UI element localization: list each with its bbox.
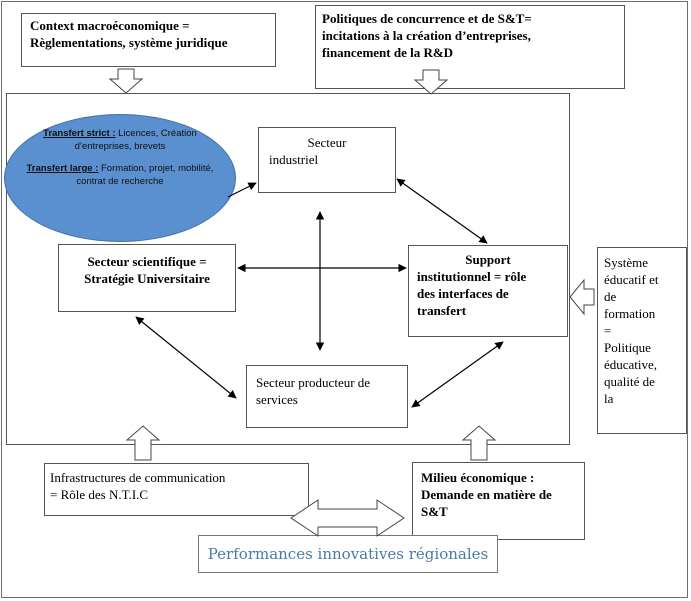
educatif-line-5: = xyxy=(604,323,612,338)
transfert-strict-label: Transfert strict : xyxy=(43,128,116,139)
services-line-2: services xyxy=(256,392,298,407)
milieu-line-3: S&T xyxy=(421,504,448,519)
educatif-line-2: éducatif et xyxy=(604,272,659,287)
support-line-4: transfert xyxy=(417,303,467,318)
industriel-line-1: Secteur xyxy=(307,135,347,150)
politiques-line-2: incitations à la création d’entreprises, xyxy=(322,28,531,43)
scientifique-line-2: Stratégie Universitaire xyxy=(84,271,210,286)
scientifique-line-1: Secteur scientifique = xyxy=(87,254,207,269)
educatif-line-1: Système xyxy=(604,255,649,270)
educatif-line-8: qualité de xyxy=(604,374,655,389)
block-arrow-educatif-left xyxy=(570,280,594,314)
support-line-1: Support xyxy=(465,252,511,267)
performances-label: Performances innovatives régionales xyxy=(207,544,489,563)
block-arrow-milieu-up xyxy=(463,426,495,460)
educatif-line-3: de xyxy=(604,289,617,304)
milieu-line-2: Demande en matière de xyxy=(421,487,552,502)
infra-line-2: = Rôle des N.T.I.C xyxy=(50,487,149,502)
arrow-services-support xyxy=(412,342,503,407)
educatif-line-4: formation xyxy=(604,306,656,321)
educatif-line-9: la xyxy=(604,391,614,406)
block-arrow-context-down xyxy=(110,69,142,93)
support-line-3: des interfaces de xyxy=(417,286,509,301)
services-line-1: Secteur producteur de xyxy=(256,375,371,390)
politiques-line-1: Politiques de concurrence et de S&T= xyxy=(322,11,532,26)
infra-line-1: Infrastructures de communication xyxy=(50,470,226,485)
block-arrow-infra-up xyxy=(127,426,159,460)
educatif-line-6: Politique xyxy=(604,340,651,355)
educatif-line-7: éducative, xyxy=(604,357,658,372)
milieu-line-1: Milieu économique : xyxy=(421,470,535,485)
arrow-ellipse-industriel xyxy=(228,183,256,197)
transfert-strict-detail: Licences, Création d’entreprises, brevets xyxy=(74,128,197,152)
industriel-line-2: industriel xyxy=(269,152,319,167)
block-arrow-politiques-down xyxy=(415,70,447,94)
arrow-industriel-support xyxy=(397,179,487,243)
block-arrow-double-horizontal xyxy=(291,500,404,536)
context-line-2: Règlementations, système juridique xyxy=(30,35,228,50)
arrow-scientifique-services xyxy=(136,317,236,398)
context-line-1: Context macroéconomique = xyxy=(30,18,190,33)
transfert-large-detail: Formation, projet, mobilité, contrat de recherche xyxy=(76,163,214,187)
support-line-2: institutionnel = rôle xyxy=(417,269,527,284)
politiques-line-3: financement de la R&D xyxy=(322,45,454,60)
transfert-large-label: Transfert large : xyxy=(26,163,99,174)
